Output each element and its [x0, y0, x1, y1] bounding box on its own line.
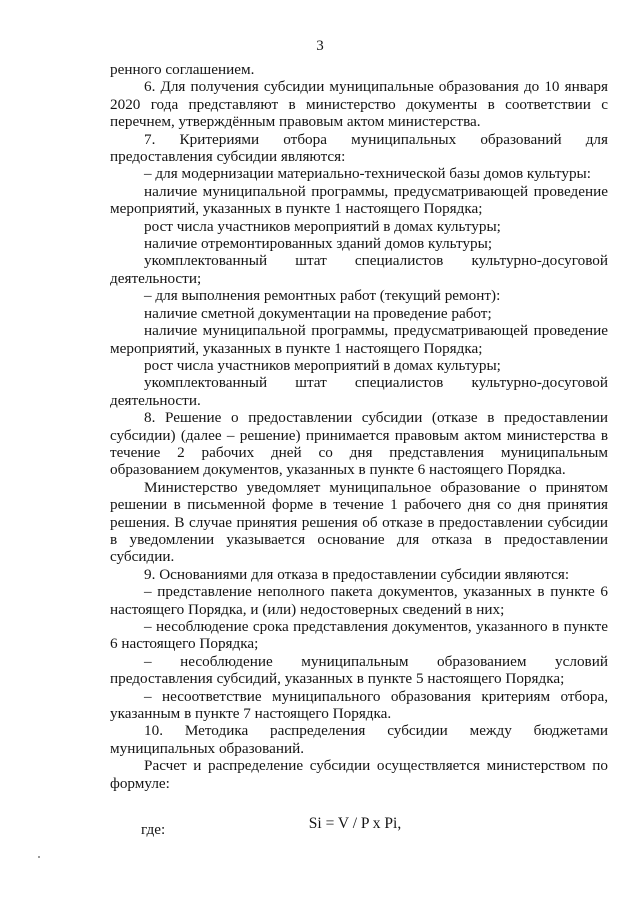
paragraph: 6. Для получения субсидии муниципальные образования до 10 января 2020 года представляют в министерство документы в соответствии с перечнем, утверждённым правовым актом министерства.: [110, 78, 608, 131]
paragraph: Расчет и распределение субсидии осуществляется министерством по формуле:: [110, 757, 608, 792]
where-label: где:: [141, 821, 166, 838]
page-number: 3: [316, 38, 324, 54]
paragraph: 7. Критериями отбора муниципальных образований для предоставления субсидии являются:: [110, 130, 608, 166]
list-item: наличие сметной документации на проведение работ;: [144, 304, 492, 322]
list-item: укомплектованный штат специалистов культурно-досуговой деятельности.: [110, 374, 608, 409]
list-item: – несоответствие муниципального образования критериям отбора, указанным в пункте 7 настоящего Порядка.: [110, 687, 608, 723]
list-item: наличие муниципальной программы, предусматривающей проведение мероприятий, указанных в пункте 1 настоящего Порядка;: [110, 182, 608, 218]
paragraph: Министерство уведомляет муниципальное образование о принятом решении в письменной форме в течение 1 рабочего дня со дня принятия решения. В случае принятия решения об отказе в предоставлении субсидии в уведомлении указывается основание для отказа в предоставлении субсидии.: [110, 478, 608, 566]
paragraph: 8. Решение о предоставлении субсидии (отказе в предоставлении субсидии) (далее – решение) принимается правовым актом министерства в течение 2 рабочих дней со дня представления муниципальным образованием документов, указанных в пункте 6 настоящего Порядка.: [110, 409, 608, 479]
formula: Si = V / P x Pi,: [308, 815, 402, 832]
list-item: наличие отремонтированных зданий домов культуры;: [144, 235, 493, 253]
list-item: – несоблюдение срока представления документов, указанного в пункте 6 настоящего Порядка;: [110, 618, 608, 653]
paragraph: 9. Основаниями для отказа в предоставлении субсидии являются:: [144, 565, 570, 583]
list-item: – для выполнения ремонтных работ (текущий ремонт):: [144, 287, 501, 305]
list-item: рост числа участников мероприятий в домах культуры;: [144, 217, 501, 235]
list-item: рост числа участников мероприятий в домах культуры;: [144, 356, 501, 374]
paragraph: ренного соглашением.: [110, 61, 255, 78]
paragraph: 10. Методика распределения субсидии между бюджетами муниципальных образований.: [110, 722, 608, 757]
list-item: – несоблюдение муниципальным образованием условий предоставления субсидий, указанных в пункте 5 настоящего Порядка;: [110, 652, 608, 688]
scan-speck: [38, 856, 40, 858]
list-item: – для модернизации материально-технической базы домов культуры:: [144, 165, 591, 183]
list-item: укомплектованный штат специалистов культурно-досуговой деятельности;: [110, 252, 608, 287]
list-item: наличие муниципальной программы, предусматривающей проведение мероприятий, указанных в пункте 1 настоящего Порядка;: [110, 322, 608, 357]
list-item: – представление неполного пакета документов, указанных в пункте 6 настоящего Порядка, и (или) недостоверных сведений в них;: [110, 583, 608, 618]
document-body: [110, 61, 608, 792]
